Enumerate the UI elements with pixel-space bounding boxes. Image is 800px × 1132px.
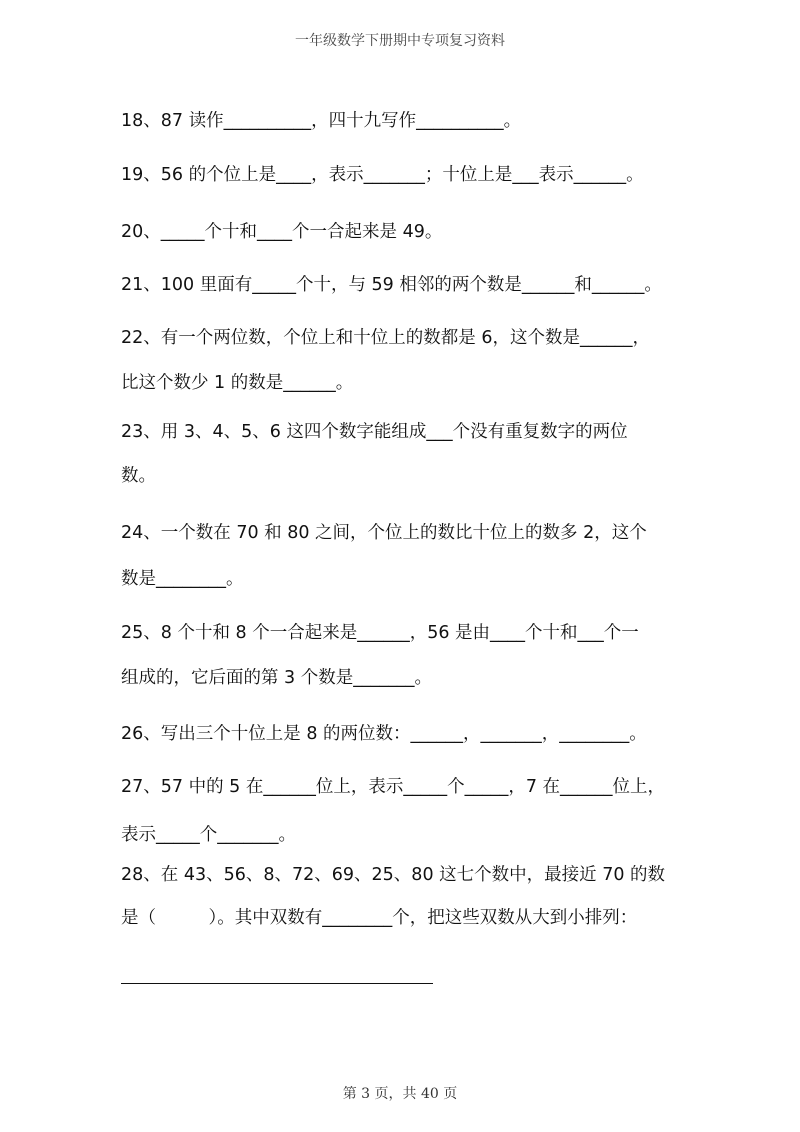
page-footer: 第 3 页，共 40 页	[342, 1086, 458, 1102]
question-27-line-1: 27、57 中的 5 在______位上，表示_____个_____，7 在______位上，	[121, 777, 666, 797]
question-26-line: 26、写出三个十位上是 8 的两位数：______，_______，________。	[121, 724, 647, 744]
question-28-line-2: 是（ ）。其中双数有________个，把这些双数从大到小排列：	[121, 908, 638, 928]
question-22-line-2: 比这个数少 1 的数是______。	[121, 373, 354, 393]
question-19-line: 19、56 的个位上是____，表示_______；十位上是___表示______。	[121, 165, 644, 185]
question-18-line: 18、87 读作__________，四十九写作__________。	[121, 111, 522, 131]
question-24-line-1: 24、一个数在 70 和 80 之间，个位上的数比十位上的数多 2，这个	[121, 523, 647, 543]
question-20-line: 20、_____个十和____个一合起来是 49。	[121, 222, 443, 242]
question-21-line: 21、100 里面有_____个十，与 59 相邻的两个数是______和______。	[121, 275, 662, 295]
question-25-line-1: 25、8 个十和 8 个一合起来是______，56 是由____个十和___个一	[121, 623, 639, 643]
question-22-line-1: 22、有一个两位数，个位上和十位上的数都是 6，这个数是______，	[121, 328, 650, 348]
question-27-line-2: 表示_____个_______。	[121, 825, 296, 845]
answer-line	[121, 983, 433, 984]
question-25-line-2: 组成的，它后面的第 3 个数是_______。	[121, 668, 433, 688]
question-23-line-1: 23、用 3、4、5、6 这四个数字能组成___个没有重复数字的两位	[121, 422, 628, 442]
question-28-line-1: 28、在 43、56、8、72、69、25、80 这七个数中，最接近 70 的数	[121, 865, 666, 885]
page-header: 一年级数学下册期中专项复习资料	[295, 33, 505, 49]
question-24-line-2: 数是________。	[121, 569, 244, 589]
question-23-line-2: 数。	[121, 466, 156, 486]
